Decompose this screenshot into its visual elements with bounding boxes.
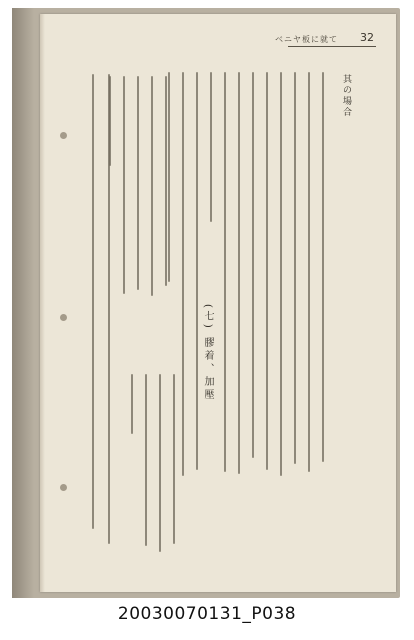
text-line <box>123 76 125 294</box>
text-line <box>145 374 147 546</box>
text-line <box>137 76 139 290</box>
text-line <box>294 72 296 464</box>
text-line <box>92 74 94 529</box>
binding-spine <box>12 8 34 598</box>
header-rule <box>288 46 376 47</box>
running-header: ベニヤ板に就て <box>275 35 338 44</box>
text-line <box>151 76 153 296</box>
text-line <box>159 374 161 552</box>
text-line <box>210 72 212 222</box>
section-heading: 其の場合 <box>341 74 351 118</box>
text-line <box>168 72 170 282</box>
text-line <box>108 74 110 544</box>
text-line <box>182 72 184 476</box>
text-line <box>224 72 226 472</box>
text-line <box>280 72 282 476</box>
text-line <box>322 72 324 462</box>
text-line <box>131 374 133 434</box>
binding-hole <box>60 314 67 321</box>
text-line <box>266 72 268 470</box>
text-line <box>165 76 167 286</box>
chapter-heading: (七) 膠着、加壓 <box>202 304 213 402</box>
text-line <box>173 374 175 544</box>
text-line <box>238 72 240 474</box>
text-line <box>196 72 198 470</box>
text-line <box>308 72 310 472</box>
page-number: 32 <box>360 31 374 44</box>
image-caption: 20030070131_P038 <box>117 604 297 624</box>
page-edge-shadow <box>40 14 45 592</box>
document-page <box>40 14 396 592</box>
text-line <box>252 72 254 458</box>
binding-hole <box>60 484 67 491</box>
binding-hole <box>60 132 67 139</box>
